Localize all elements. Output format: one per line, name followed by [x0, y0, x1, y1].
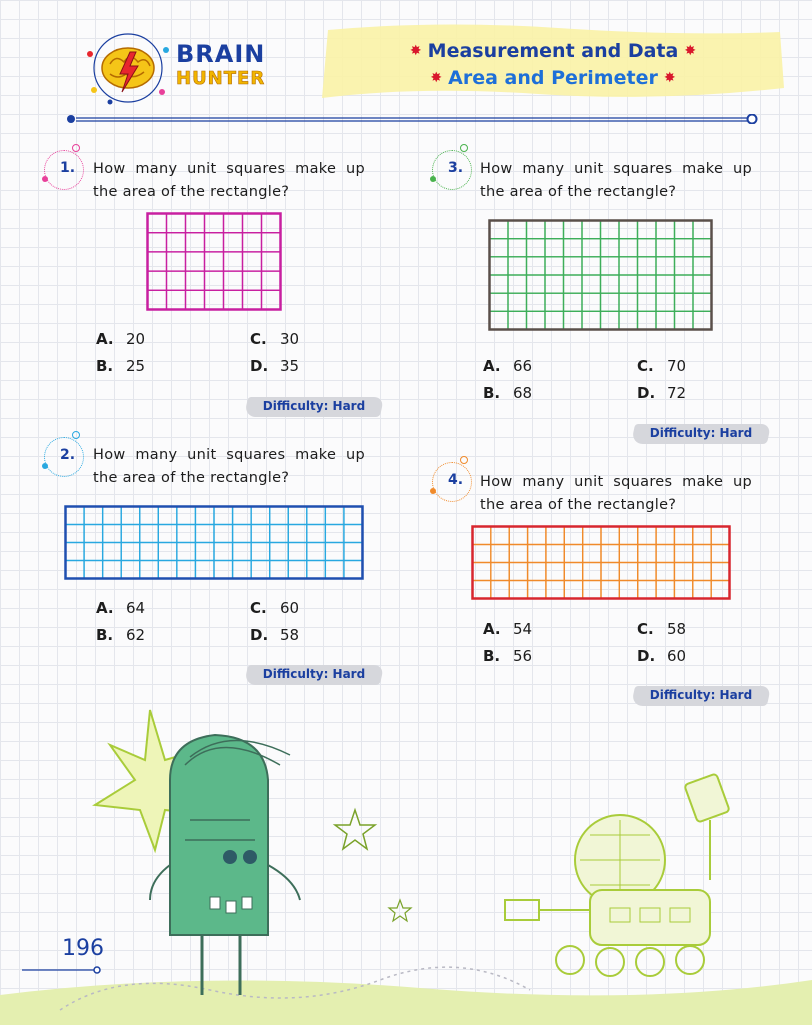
unit-square [344, 561, 363, 579]
unit-square [214, 507, 233, 525]
unit-square [205, 214, 224, 233]
unit-square [288, 507, 307, 525]
answer-option-d[interactable]: D. 72 [637, 384, 687, 402]
unit-square [195, 507, 214, 525]
unit-square [490, 257, 509, 275]
unit-square [545, 275, 564, 293]
unit-square [251, 525, 270, 543]
doodle-stars-illustration [330, 805, 420, 925]
unit-square [601, 239, 620, 257]
unit-square [656, 239, 675, 257]
unit-square [325, 525, 344, 543]
unit-square [224, 233, 243, 252]
question-number-badge [42, 433, 86, 477]
unit-square [243, 252, 262, 271]
unit-square [582, 221, 601, 239]
unit-square [325, 507, 344, 525]
unit-square [148, 214, 167, 233]
unit-square [693, 311, 712, 329]
unit-square [140, 507, 159, 525]
unit-square [675, 257, 694, 275]
question-text: How many unit squares make up the area of the rectangle? [93, 447, 365, 486]
unit-square [140, 543, 159, 561]
unit-square [158, 543, 177, 561]
unit-square [177, 525, 196, 543]
unit-square [186, 290, 205, 309]
unit-square [619, 527, 637, 545]
unit-square [546, 527, 564, 545]
unit-square [148, 252, 167, 271]
page-title: Measurement and Data [427, 40, 679, 62]
unit-square [619, 221, 638, 239]
unit-square [564, 293, 583, 311]
unit-square [491, 527, 509, 545]
unit-square [509, 581, 527, 599]
unit-square [582, 293, 601, 311]
unit-square [205, 271, 224, 290]
unit-square [288, 561, 307, 579]
unit-square [674, 545, 692, 563]
unit-square [233, 543, 252, 561]
unit-square [66, 507, 85, 525]
logo-text-brain: BRAIN [176, 40, 266, 68]
unit-square [148, 233, 167, 252]
unit-square [121, 543, 140, 561]
unit-square [66, 561, 85, 579]
unit-square [491, 545, 509, 563]
unit-square [601, 563, 619, 581]
unit-square [148, 290, 167, 309]
unit-square [103, 507, 122, 525]
unit-square [564, 275, 583, 293]
answer-option-d[interactable]: D. 58 [250, 626, 300, 644]
unit-square [233, 561, 252, 579]
unit-square [251, 507, 270, 525]
burst-icon: ✸ [430, 70, 443, 86]
unit-square [582, 275, 601, 293]
answer-option-c[interactable]: C. 30 [250, 330, 300, 348]
difficulty-badge: Difficulty: Hard [633, 422, 769, 446]
unit-square [121, 561, 140, 579]
page-number-underline [22, 966, 102, 974]
unit-square [243, 271, 262, 290]
unit-square [601, 581, 619, 599]
unit-square [262, 214, 281, 233]
area-grid-rectangle [64, 505, 364, 580]
unit-square [167, 290, 186, 309]
unit-square [546, 581, 564, 599]
question-number: 2. [60, 447, 76, 463]
unit-square [473, 527, 491, 545]
unit-square [656, 527, 674, 545]
unit-square [601, 293, 620, 311]
answer-option-c[interactable]: C. 60 [250, 599, 300, 617]
unit-square [325, 543, 344, 561]
unit-square [307, 561, 326, 579]
unit-square [84, 561, 103, 579]
unit-square [344, 507, 363, 525]
unit-square [656, 311, 675, 329]
unit-square [158, 561, 177, 579]
unit-square [251, 543, 270, 561]
unit-square [243, 290, 262, 309]
unit-square [528, 527, 546, 545]
unit-square [233, 507, 252, 525]
page-subtitle: Area and Perimeter [448, 67, 658, 89]
unit-square [601, 527, 619, 545]
unit-square [344, 525, 363, 543]
unit-square [693, 545, 711, 563]
unit-square [528, 545, 546, 563]
unit-square [508, 293, 527, 311]
answer-option-b[interactable]: B. 68 [483, 384, 533, 402]
unit-square [262, 233, 281, 252]
unit-square [195, 561, 214, 579]
unit-square [583, 581, 601, 599]
unit-square [693, 581, 711, 599]
unit-square [656, 257, 675, 275]
answer-option-c[interactable]: C. 70 [637, 357, 687, 375]
unit-square [564, 257, 583, 275]
unit-square [546, 563, 564, 581]
unit-square [205, 252, 224, 271]
unit-square [490, 293, 509, 311]
unit-square [84, 525, 103, 543]
unit-square [490, 239, 509, 257]
unit-square [675, 311, 694, 329]
unit-square [288, 525, 307, 543]
unit-square [224, 271, 243, 290]
area-grid-rectangle [146, 212, 282, 311]
unit-square [545, 239, 564, 257]
question-text: How many unit squares make up the area of the rectangle? [480, 474, 752, 513]
unit-square [214, 543, 233, 561]
answer-option-a[interactable]: A. 64 [96, 599, 146, 617]
unit-square [656, 545, 674, 563]
question-number: 4. [448, 472, 464, 488]
unit-square [490, 275, 509, 293]
unit-square [582, 257, 601, 275]
unit-square [491, 563, 509, 581]
unit-square [564, 221, 583, 239]
unit-square [619, 257, 638, 275]
unit-square [528, 563, 546, 581]
unit-square [473, 581, 491, 599]
unit-square [656, 581, 674, 599]
unit-square [638, 545, 656, 563]
brain-icon [80, 30, 176, 110]
unit-square [491, 581, 509, 599]
moon-rover-illustration [500, 770, 740, 990]
answer-option-d[interactable]: D. 35 [250, 357, 300, 375]
unit-square [619, 563, 637, 581]
unit-square [508, 311, 527, 329]
unit-square [619, 275, 638, 293]
unit-square [186, 233, 205, 252]
unit-square [307, 543, 326, 561]
unit-square [508, 275, 527, 293]
unit-square [675, 221, 694, 239]
unit-square [601, 257, 620, 275]
unit-square [121, 525, 140, 543]
answer-option-a[interactable]: A. 20 [96, 330, 146, 348]
unit-square [638, 527, 656, 545]
unit-square [527, 293, 546, 311]
unit-square [140, 561, 159, 579]
answer-option-d[interactable]: D. 60 [637, 647, 687, 665]
unit-square [564, 311, 583, 329]
unit-square [583, 563, 601, 581]
question-number: 1. [60, 160, 76, 176]
question-number: 3. [448, 160, 464, 176]
answer-option-b[interactable]: B. 56 [483, 647, 533, 665]
unit-square [214, 525, 233, 543]
unit-square [195, 543, 214, 561]
unit-square [508, 239, 527, 257]
unit-square [262, 290, 281, 309]
unit-square [177, 561, 196, 579]
area-grid-rectangle [471, 525, 731, 600]
unit-square [148, 271, 167, 290]
unit-square [509, 563, 527, 581]
unit-square [583, 545, 601, 563]
unit-square [490, 311, 509, 329]
answer-option-a[interactable]: A. 66 [483, 357, 533, 375]
unit-square [490, 221, 509, 239]
unit-square [84, 543, 103, 561]
unit-square [638, 311, 657, 329]
unit-square [674, 527, 692, 545]
unit-square [619, 293, 638, 311]
unit-square [288, 543, 307, 561]
unit-square [711, 563, 729, 581]
unit-square [84, 507, 103, 525]
brain-hunter-logo [80, 30, 270, 110]
question-text: How many unit squares make up the area of the rectangle? [93, 161, 365, 200]
question-number-badge [430, 146, 474, 190]
unit-square [638, 563, 656, 581]
unit-square [473, 545, 491, 563]
unit-square [243, 233, 262, 252]
unit-square [262, 252, 281, 271]
banner-highlight [318, 18, 788, 108]
unit-square [158, 525, 177, 543]
unit-square [167, 233, 186, 252]
unit-square [693, 527, 711, 545]
unit-square [638, 275, 657, 293]
unit-square [66, 525, 85, 543]
unit-square [674, 563, 692, 581]
unit-square [693, 275, 712, 293]
unit-square [656, 563, 674, 581]
unit-square [675, 275, 694, 293]
question-number-badge [430, 458, 474, 502]
unit-square [344, 543, 363, 561]
unit-square [509, 545, 527, 563]
answer-option-a[interactable]: A. 54 [483, 620, 533, 638]
unit-square [270, 561, 289, 579]
unit-square [693, 293, 712, 311]
unit-square [527, 311, 546, 329]
header-divider [66, 114, 758, 124]
unit-square [508, 257, 527, 275]
burst-icon: ✸ [409, 43, 422, 59]
unit-square [103, 561, 122, 579]
unit-square [656, 293, 675, 311]
unit-square [527, 239, 546, 257]
unit-square [693, 563, 711, 581]
unit-square [564, 581, 582, 599]
unit-square [205, 233, 224, 252]
unit-square [693, 239, 712, 257]
unit-square [140, 525, 159, 543]
unit-square [509, 527, 527, 545]
unit-square [233, 525, 252, 543]
unit-square [214, 561, 233, 579]
question-text: How many unit squares make up the area of the rectangle? [480, 161, 752, 200]
difficulty-badge: Difficulty: Hard [246, 395, 382, 419]
unit-square [177, 507, 196, 525]
unit-square [674, 581, 692, 599]
unit-square [224, 214, 243, 233]
burst-icon: ✸ [663, 70, 676, 86]
unit-square [619, 311, 638, 329]
unit-square [638, 581, 656, 599]
logo-text-hunter: HUNTER [176, 68, 266, 89]
unit-square [270, 525, 289, 543]
difficulty-badge: Difficulty: Hard [246, 663, 382, 687]
page-number: 196 [62, 936, 104, 961]
question-number-badge [42, 146, 86, 190]
unit-square [158, 507, 177, 525]
answer-option-b[interactable]: B. 62 [96, 626, 146, 644]
rectangle-border [148, 214, 281, 310]
unit-square [675, 239, 694, 257]
unit-square [564, 239, 583, 257]
unit-square [638, 239, 657, 257]
answer-option-c[interactable]: C. 58 [637, 620, 687, 638]
unit-square [528, 581, 546, 599]
unit-square [103, 543, 122, 561]
unit-square [186, 252, 205, 271]
unit-square [582, 239, 601, 257]
unit-square [251, 561, 270, 579]
unit-square [619, 239, 638, 257]
unit-square [121, 507, 140, 525]
unit-square [224, 290, 243, 309]
unit-square [564, 545, 582, 563]
unit-square [656, 221, 675, 239]
unit-square [66, 543, 85, 561]
difficulty-badge: Difficulty: Hard [633, 684, 769, 708]
unit-square [582, 311, 601, 329]
unit-square [243, 214, 262, 233]
unit-square [638, 257, 657, 275]
unit-square [325, 561, 344, 579]
unit-square [638, 293, 657, 311]
unit-square [262, 271, 281, 290]
unit-square [270, 543, 289, 561]
unit-square [545, 257, 564, 275]
unit-square [545, 221, 564, 239]
unit-square [545, 311, 564, 329]
unit-square [307, 507, 326, 525]
unit-square [711, 527, 729, 545]
unit-square [167, 271, 186, 290]
unit-square [186, 271, 205, 290]
unit-square [564, 563, 582, 581]
unit-square [545, 293, 564, 311]
unit-square [638, 221, 657, 239]
unit-square [103, 525, 122, 543]
unit-square [205, 290, 224, 309]
unit-square [619, 581, 637, 599]
unit-square [693, 221, 712, 239]
unit-square [583, 527, 601, 545]
unit-square [307, 525, 326, 543]
unit-square [675, 293, 694, 311]
green-monster-illustration [90, 705, 330, 1005]
unit-square [546, 545, 564, 563]
unit-square [167, 252, 186, 271]
unit-square [693, 257, 712, 275]
title-banner [318, 18, 788, 108]
unit-square [527, 257, 546, 275]
unit-square [601, 545, 619, 563]
unit-square [167, 214, 186, 233]
unit-square [601, 221, 620, 239]
unit-square [177, 543, 196, 561]
unit-square [619, 545, 637, 563]
unit-square [186, 214, 205, 233]
unit-square [527, 221, 546, 239]
unit-square [270, 507, 289, 525]
unit-square [601, 275, 620, 293]
unit-square [195, 525, 214, 543]
unit-square [473, 563, 491, 581]
unit-square [224, 252, 243, 271]
unit-square [656, 275, 675, 293]
unit-square [564, 527, 582, 545]
area-grid-rectangle [488, 219, 713, 331]
unit-square [711, 545, 729, 563]
burst-icon: ✸ [684, 43, 697, 59]
unit-square [508, 221, 527, 239]
unit-square [601, 311, 620, 329]
unit-square [711, 581, 729, 599]
unit-square [527, 275, 546, 293]
answer-option-b[interactable]: B. 25 [96, 357, 146, 375]
